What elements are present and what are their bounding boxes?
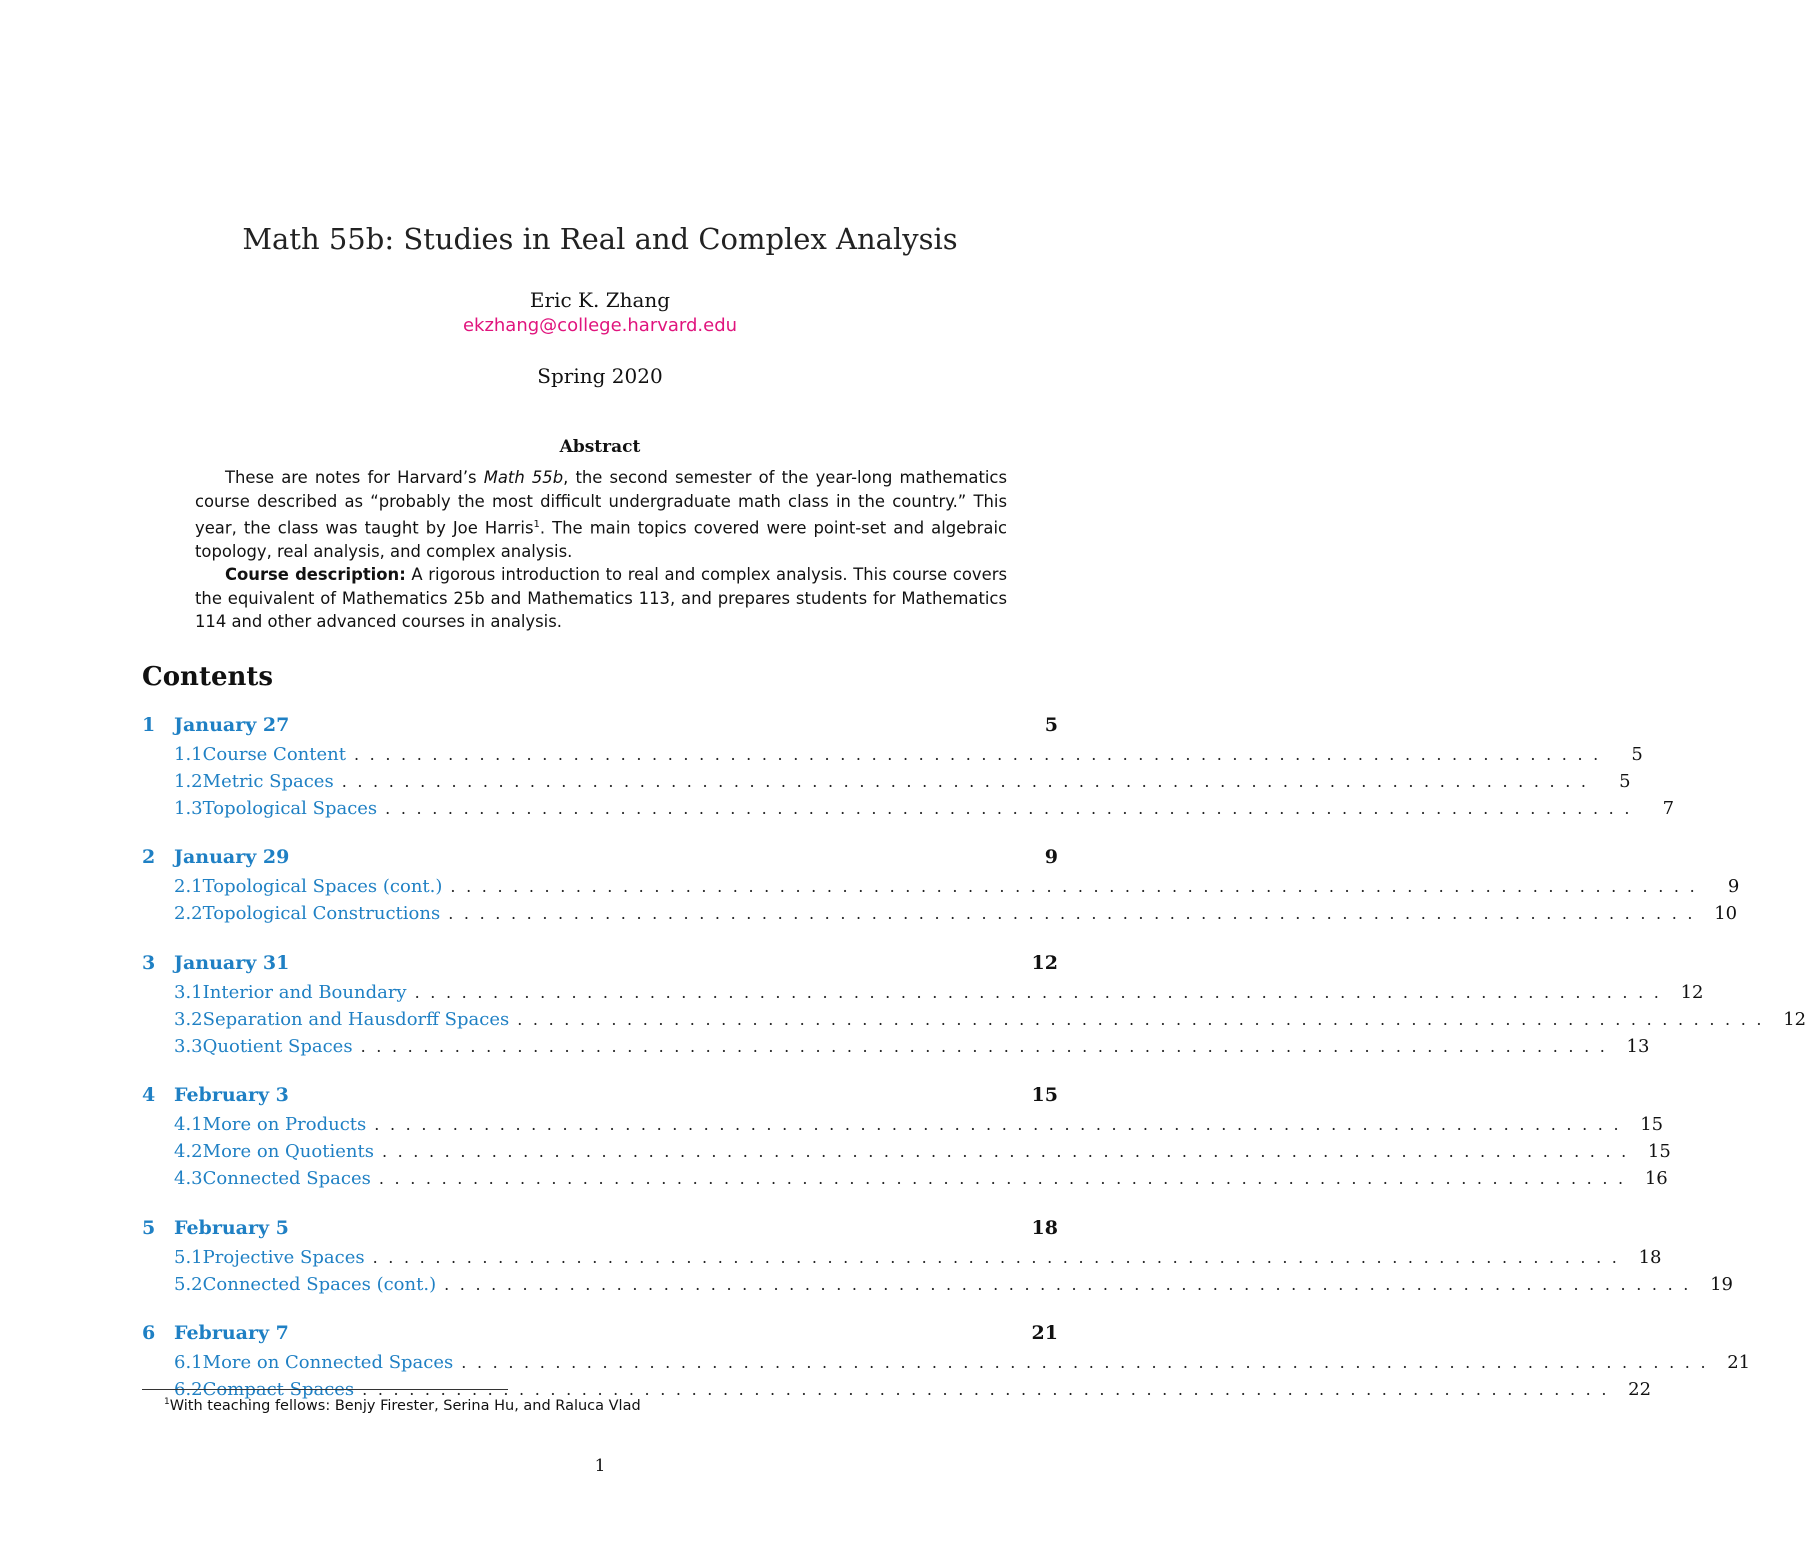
footnote-mark[interactable]: 1 bbox=[533, 519, 540, 530]
footnote-divider bbox=[142, 1389, 508, 1390]
abstract-body bbox=[195, 466, 1007, 634]
toc-subsection-entry[interactable] bbox=[142, 981, 1704, 1009]
toc-section bbox=[142, 951, 1806, 1062]
toc-subsection-number: 5.2 bbox=[174, 1273, 203, 1295]
toc-subsection-title[interactable]: Quotient Spaces bbox=[202, 1035, 353, 1057]
toc-leader-dots: ................................................................................ bbox=[385, 798, 1641, 818]
toc-subsection-number: 3.2 bbox=[174, 1008, 203, 1030]
toc-leader-dots: ................................................................................ bbox=[353, 745, 1609, 764]
toc-subsection-number: 6.1 bbox=[174, 1352, 203, 1374]
toc-subsection-title[interactable]: Compact Spaces bbox=[202, 1379, 355, 1401]
toc-section-title[interactable]: January 27 bbox=[174, 714, 290, 736]
toc-section bbox=[142, 846, 1740, 930]
toc-subsection-title[interactable]: More on Products bbox=[202, 1114, 367, 1136]
toc-subsection-entry[interactable] bbox=[142, 1246, 1662, 1274]
toc-section-title[interactable]: February 5 bbox=[174, 1216, 289, 1239]
toc-subsection-page: 13 bbox=[1626, 1035, 1650, 1057]
toc-subsection-title[interactable]: Topological Constructions bbox=[202, 903, 441, 925]
toc-subsection-page: 12 bbox=[1680, 981, 1704, 1003]
toc-section-number: 1 bbox=[142, 714, 156, 736]
toc-section-number: 3 bbox=[142, 951, 156, 974]
toc-subsection-entry[interactable] bbox=[142, 1141, 1671, 1168]
toc-section-entry[interactable] bbox=[142, 1084, 1058, 1114]
toc-subsection-page: 7 bbox=[1662, 797, 1675, 819]
abstract-paragraph-1 bbox=[195, 466, 1007, 563]
toc-section-number: 5 bbox=[142, 1216, 156, 1239]
abstract-text: . The main topics covered were point-set and algebraic topology, real analysis, and complex analysis. bbox=[195, 518, 1008, 561]
toc-section-page: 5 bbox=[1044, 714, 1058, 736]
toc-section-entry[interactable] bbox=[142, 846, 1058, 876]
toc-subsection-number: 4.1 bbox=[174, 1114, 203, 1136]
toc-subsection-title[interactable]: Projective Spaces bbox=[202, 1246, 365, 1268]
footnote bbox=[164, 1397, 641, 1414]
toc-leader-dots: ................................................................................ bbox=[448, 904, 1704, 924]
toc-subsection-entry[interactable] bbox=[142, 876, 1740, 903]
toc-leader-dots: ................................................................................ bbox=[450, 877, 1706, 897]
toc-leader-dots: ................................................................................ bbox=[414, 982, 1670, 1002]
toc-subsection-title[interactable]: Metric Spaces bbox=[202, 770, 334, 792]
abstract-text: , the second semester of the year-long mathematics course described as “probably the most difficult undergraduate math class in the country.” This year, the class was taught by Joe Harris bbox=[195, 468, 1007, 538]
toc-subsection-entry[interactable] bbox=[142, 1273, 1733, 1301]
toc-subsection-page: 15 bbox=[1647, 1141, 1671, 1163]
toc-subsection-entry[interactable] bbox=[142, 770, 1631, 798]
abstract-paragraph-2 bbox=[195, 563, 1007, 634]
toc-subsection-title[interactable]: Topological Spaces (cont.) bbox=[202, 876, 443, 898]
toc-section bbox=[142, 1084, 1671, 1194]
toc-section-title[interactable]: January 31 bbox=[174, 951, 290, 974]
toc-leader-dots: ................................................................................ bbox=[360, 1036, 1616, 1056]
toc-subsection-page: 16 bbox=[1644, 1167, 1668, 1189]
toc-subsection-page: 5 bbox=[1619, 770, 1631, 792]
toc-subsection-page: 12 bbox=[1783, 1008, 1806, 1030]
author-name: Eric K. Zhang bbox=[529, 288, 671, 312]
toc-subsection-entry[interactable] bbox=[142, 1167, 1668, 1195]
toc-section-title[interactable]: February 7 bbox=[174, 1322, 289, 1345]
toc-subsection-title[interactable]: Topological Spaces bbox=[202, 797, 378, 819]
abstract-text: These are notes for Harvard’s bbox=[225, 468, 484, 487]
toc-subsection-title[interactable]: More on Quotients bbox=[202, 1141, 374, 1163]
toc-subsection-entry[interactable] bbox=[142, 1114, 1664, 1141]
toc-subsection-number: 1.3 bbox=[174, 797, 203, 819]
toc-section-entry[interactable] bbox=[142, 1217, 1058, 1247]
toc-leader-dots: ................................................................................ bbox=[341, 771, 1597, 791]
abstract-text: A rigorous introduction to real and complex analysis. This course covers the equivalent of Mathematics 25b and Mathematics 113, and prepares students for Mathematics 114 and other advanced courses in analysis. bbox=[195, 565, 1007, 632]
document-title: Math 55b: Studies in Real and Complex Analysis bbox=[242, 222, 958, 256]
toc-section-number: 4 bbox=[142, 1084, 156, 1107]
toc-subsection-title[interactable]: Interior and Boundary bbox=[202, 981, 407, 1003]
toc-section-number: 6 bbox=[142, 1322, 156, 1345]
toc-leader-dots: ................................................................................ bbox=[381, 1142, 1637, 1162]
toc-subsection-page: 5 bbox=[1631, 744, 1643, 765]
course-description-label: Course description: bbox=[225, 565, 406, 585]
author-email-link[interactable]: ekzhang@college.harvard.edu bbox=[462, 315, 738, 336]
toc-subsection-title[interactable]: Connected Spaces (cont.) bbox=[202, 1273, 437, 1295]
toc-subsection-entry[interactable] bbox=[142, 744, 1643, 771]
toc-subsection-number: 1.2 bbox=[174, 770, 203, 792]
toc-section bbox=[142, 1322, 1751, 1406]
toc-leader-dots: ................................................................................ bbox=[374, 1115, 1630, 1135]
toc-subsection-number: 5.1 bbox=[174, 1246, 203, 1268]
toc-section-page: 18 bbox=[1031, 1216, 1058, 1239]
toc-subsection-title[interactable]: Course Content bbox=[202, 744, 346, 765]
toc-leader-dots: ................................................................................ bbox=[362, 1380, 1618, 1400]
toc-subsection-entry[interactable] bbox=[142, 903, 1738, 930]
contents-heading: Contents bbox=[142, 662, 274, 692]
toc-section-title[interactable]: January 29 bbox=[174, 846, 290, 869]
footnote-text: With teaching fellows: Benjy Firester, Serina Hu, and Raluca Vlad bbox=[169, 1397, 641, 1414]
toc-section bbox=[142, 1216, 1733, 1301]
document-date: Spring 2020 bbox=[537, 364, 663, 388]
toc-leader-dots: ................................................................................ bbox=[378, 1168, 1634, 1188]
table-of-contents bbox=[142, 714, 1806, 1428]
toc-subsection-number: 2.2 bbox=[174, 903, 203, 925]
toc-subsection-entry[interactable] bbox=[142, 797, 1675, 825]
toc-subsection-title[interactable]: More on Connected Spaces bbox=[202, 1352, 454, 1374]
toc-subsection-number: 3.3 bbox=[174, 1035, 203, 1057]
toc-leader-dots: ................................................................................ bbox=[372, 1247, 1628, 1267]
toc-subsection-number: 2.1 bbox=[174, 876, 203, 898]
toc-section-entry[interactable] bbox=[142, 1322, 1058, 1352]
toc-subsection-number: 1.1 bbox=[174, 744, 203, 765]
toc-subsection-entry[interactable] bbox=[142, 1035, 1650, 1063]
toc-section-page: 9 bbox=[1044, 846, 1058, 869]
toc-subsection-page: 10 bbox=[1714, 903, 1738, 925]
toc-leader-dots: ................................................................................ bbox=[444, 1274, 1699, 1294]
toc-section-page: 15 bbox=[1031, 1084, 1058, 1107]
toc-subsection-page: 18 bbox=[1638, 1246, 1662, 1268]
footnote-mark: 1 bbox=[164, 1397, 170, 1407]
course-name: Math 55b bbox=[483, 468, 564, 487]
toc-section-entry[interactable] bbox=[142, 952, 1058, 982]
toc-leader-dots: ................................................................................ bbox=[517, 1009, 1773, 1029]
toc-subsection-entry[interactable] bbox=[142, 1352, 1751, 1379]
toc-subsection-page: 9 bbox=[1727, 876, 1740, 898]
toc-section bbox=[142, 714, 1675, 824]
abstract-heading: Abstract bbox=[559, 437, 641, 457]
toc-subsection-page: 15 bbox=[1640, 1114, 1664, 1136]
toc-subsection-page: 22 bbox=[1628, 1379, 1652, 1401]
toc-subsection-number: 3.1 bbox=[174, 981, 203, 1003]
toc-leader-dots: ................................................................................ bbox=[461, 1353, 1717, 1373]
toc-subsection-page: 19 bbox=[1710, 1273, 1733, 1295]
toc-subsection-title[interactable]: Separation and Hausdorff Spaces bbox=[202, 1008, 510, 1030]
toc-section-page: 21 bbox=[1031, 1322, 1058, 1345]
toc-subsection-title[interactable]: Connected Spaces bbox=[202, 1167, 371, 1189]
toc-section-entry[interactable] bbox=[142, 714, 1058, 744]
toc-subsection-number: 4.2 bbox=[174, 1141, 203, 1163]
toc-subsection-entry[interactable] bbox=[142, 1008, 1806, 1036]
page-number: 1 bbox=[594, 1456, 606, 1476]
toc-subsection-number: 4.3 bbox=[174, 1167, 203, 1189]
toc-section-title[interactable]: February 3 bbox=[174, 1084, 289, 1107]
toc-subsection-page: 21 bbox=[1727, 1352, 1751, 1374]
toc-subsection-number: 6.2 bbox=[174, 1379, 203, 1401]
toc-section-page: 12 bbox=[1031, 951, 1058, 974]
toc-section-number: 2 bbox=[142, 846, 156, 869]
